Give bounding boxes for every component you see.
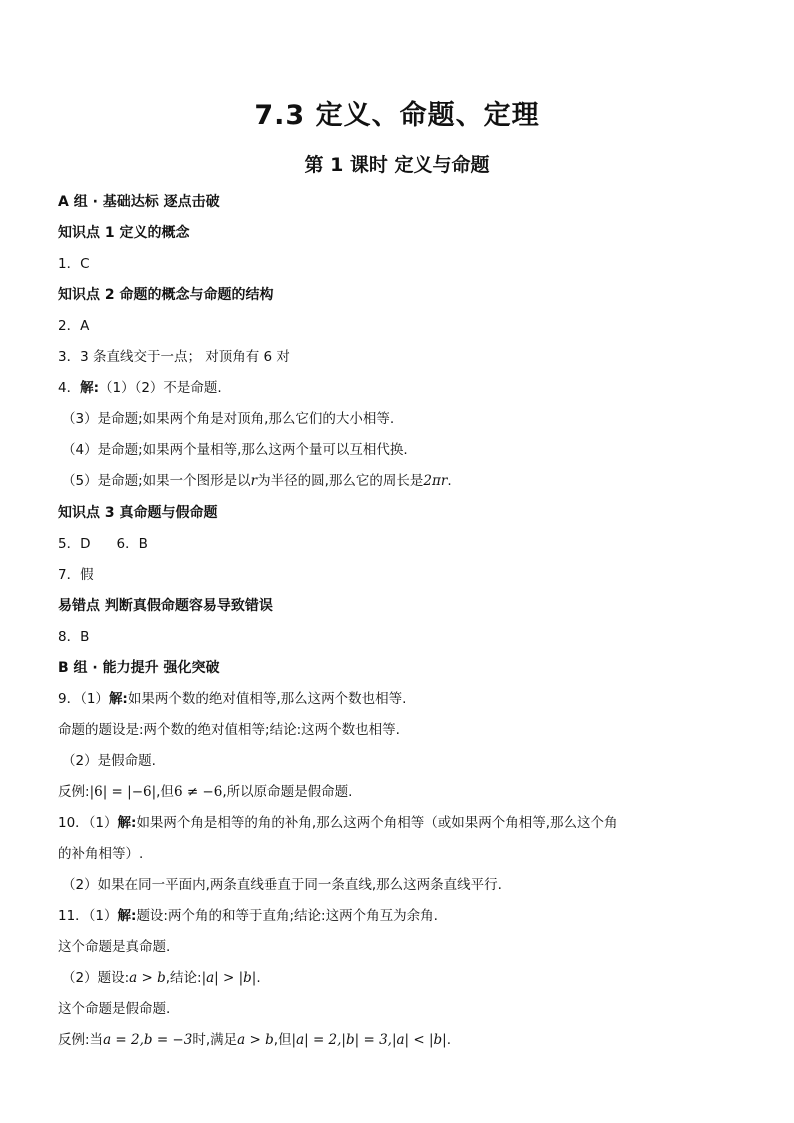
answer-9-line-4 [58, 782, 352, 802]
math-2pir: 2πr [423, 473, 448, 489]
math-abs-eq: |6| = |−6| [89, 784, 157, 800]
knowledge-point-1: 知识点 1 定义的概念 [58, 225, 190, 241]
answer-9-line-4-a: 反例: [58, 784, 90, 800]
math-abs-values: |a| = 2,|b| = 3,|a| < |b| [291, 1032, 447, 1048]
error-point-heading: 易错点 判断真假命题容易导致错误 [58, 598, 273, 614]
answer-4-part-5 [62, 471, 452, 491]
answer-9 [58, 689, 406, 709]
math-neq: 6 ≠ −6 [173, 784, 223, 800]
answer-11-line-3-period: . [256, 970, 261, 986]
answer-9-text: 如果两个数的绝对值相等,那么这两个数也相等. [127, 691, 407, 707]
answer-11 [58, 906, 438, 926]
page-subtitle: 第 1 课时 定义与命题 [304, 154, 490, 176]
answer-4-part-5-period: . [447, 473, 452, 489]
answer-5: 5．D [58, 536, 91, 552]
group-a-heading: A 组 · 基础达标 逐点击破 [58, 194, 220, 210]
answer-4 [58, 378, 222, 398]
answer-4-text: （1）（2）不是命题. [99, 380, 222, 396]
answer-10-jie: 解: [117, 815, 137, 831]
answer-10 [58, 813, 618, 833]
answer-9-line-4-b: ,但 [156, 784, 174, 800]
answer-9-number: 9．（1） [58, 691, 109, 707]
answer-11-line-4: 这个命题是假命题. [58, 1001, 171, 1017]
answer-9-jie: 解: [108, 691, 128, 707]
answer-4-part-5-text-a: （5）是命题;如果一个图形是以 [62, 473, 251, 489]
answer-7: 7．假 [58, 567, 94, 583]
math-a-gt-b-2: a > b [237, 1032, 274, 1048]
math-a2-bneg3: a = 2,b = −3 [103, 1032, 193, 1048]
math-a-gt-b: a > b [129, 970, 166, 986]
answer-8: 8．B [58, 629, 90, 645]
answer-1: 1．C [58, 256, 90, 272]
answer-4-number: 4． [58, 380, 81, 396]
answer-10-number: 10．（1） [58, 815, 118, 831]
answer-11-line-5-period: . [446, 1032, 452, 1048]
group-b-heading: B 组 · 能力提升 强化突破 [58, 660, 220, 676]
answer-11-line-5 [58, 1030, 451, 1050]
answer-11-jie: 解: [117, 908, 137, 924]
knowledge-point-3: 知识点 3 真命题与假命题 [58, 505, 218, 521]
answer-4-jie: 解: [80, 380, 99, 396]
answer-4-part-3: （3）是命题;如果两个角是对顶角,那么它们的大小相等. [62, 411, 395, 427]
answer-11-line-3-b: ,结论: [165, 970, 202, 986]
answer-11-line-5-c: ,但 [273, 1032, 292, 1048]
math-r: r [250, 473, 258, 489]
math-abs-a-gt-abs-b: |a| > |b| [201, 970, 257, 986]
answer-10-line-2: 的补角相等）. [58, 846, 144, 862]
answer-11-text: 题设:两个角的和等于直角;结论:这两个角互为余角. [136, 908, 438, 924]
answer-5-6 [58, 534, 148, 554]
answer-11-number: 11．（1） [58, 908, 118, 924]
answer-9-line-3: （2）是假命题. [62, 753, 156, 769]
answer-10-text: 如果两个角是相等的角的补角,那么这两个角相等（或如果两个角相等,那么这个角 [136, 815, 618, 831]
answer-11-line-5-a: 反例:当 [58, 1032, 104, 1048]
answer-11-line-3-a: （2）题设: [62, 970, 130, 986]
page-title: 7.3 定义、命题、定理 [254, 100, 540, 131]
knowledge-point-2: 知识点 2 命题的概念与命题的结构 [58, 287, 274, 303]
answer-6: 6．B [116, 536, 148, 552]
answer-2: 2．A [58, 318, 90, 334]
answer-10-line-3: （2）如果在同一平面内,两条直线垂直于同一条直线,那么这两条直线平行. [62, 877, 502, 893]
answer-9-line-4-c: ,所以原命题是假命题. [222, 784, 353, 800]
answer-11-line-3 [62, 968, 261, 988]
answer-4-part-4: （4）是命题;如果两个量相等,那么这两个量可以互相代换. [62, 442, 408, 458]
answer-11-line-5-b: 时,满足 [192, 1032, 238, 1048]
answer-3: 3．3 条直线交于一点； 对顶角有 6 对 [58, 349, 290, 365]
answer-9-line-2: 命题的题设是:两个数的绝对值相等;结论:这两个数也相等. [58, 722, 400, 738]
answer-4-part-5-text-b: 为半径的圆,那么它的周长是 [257, 473, 424, 489]
answer-11-line-2: 这个命题是真命题. [58, 939, 171, 955]
